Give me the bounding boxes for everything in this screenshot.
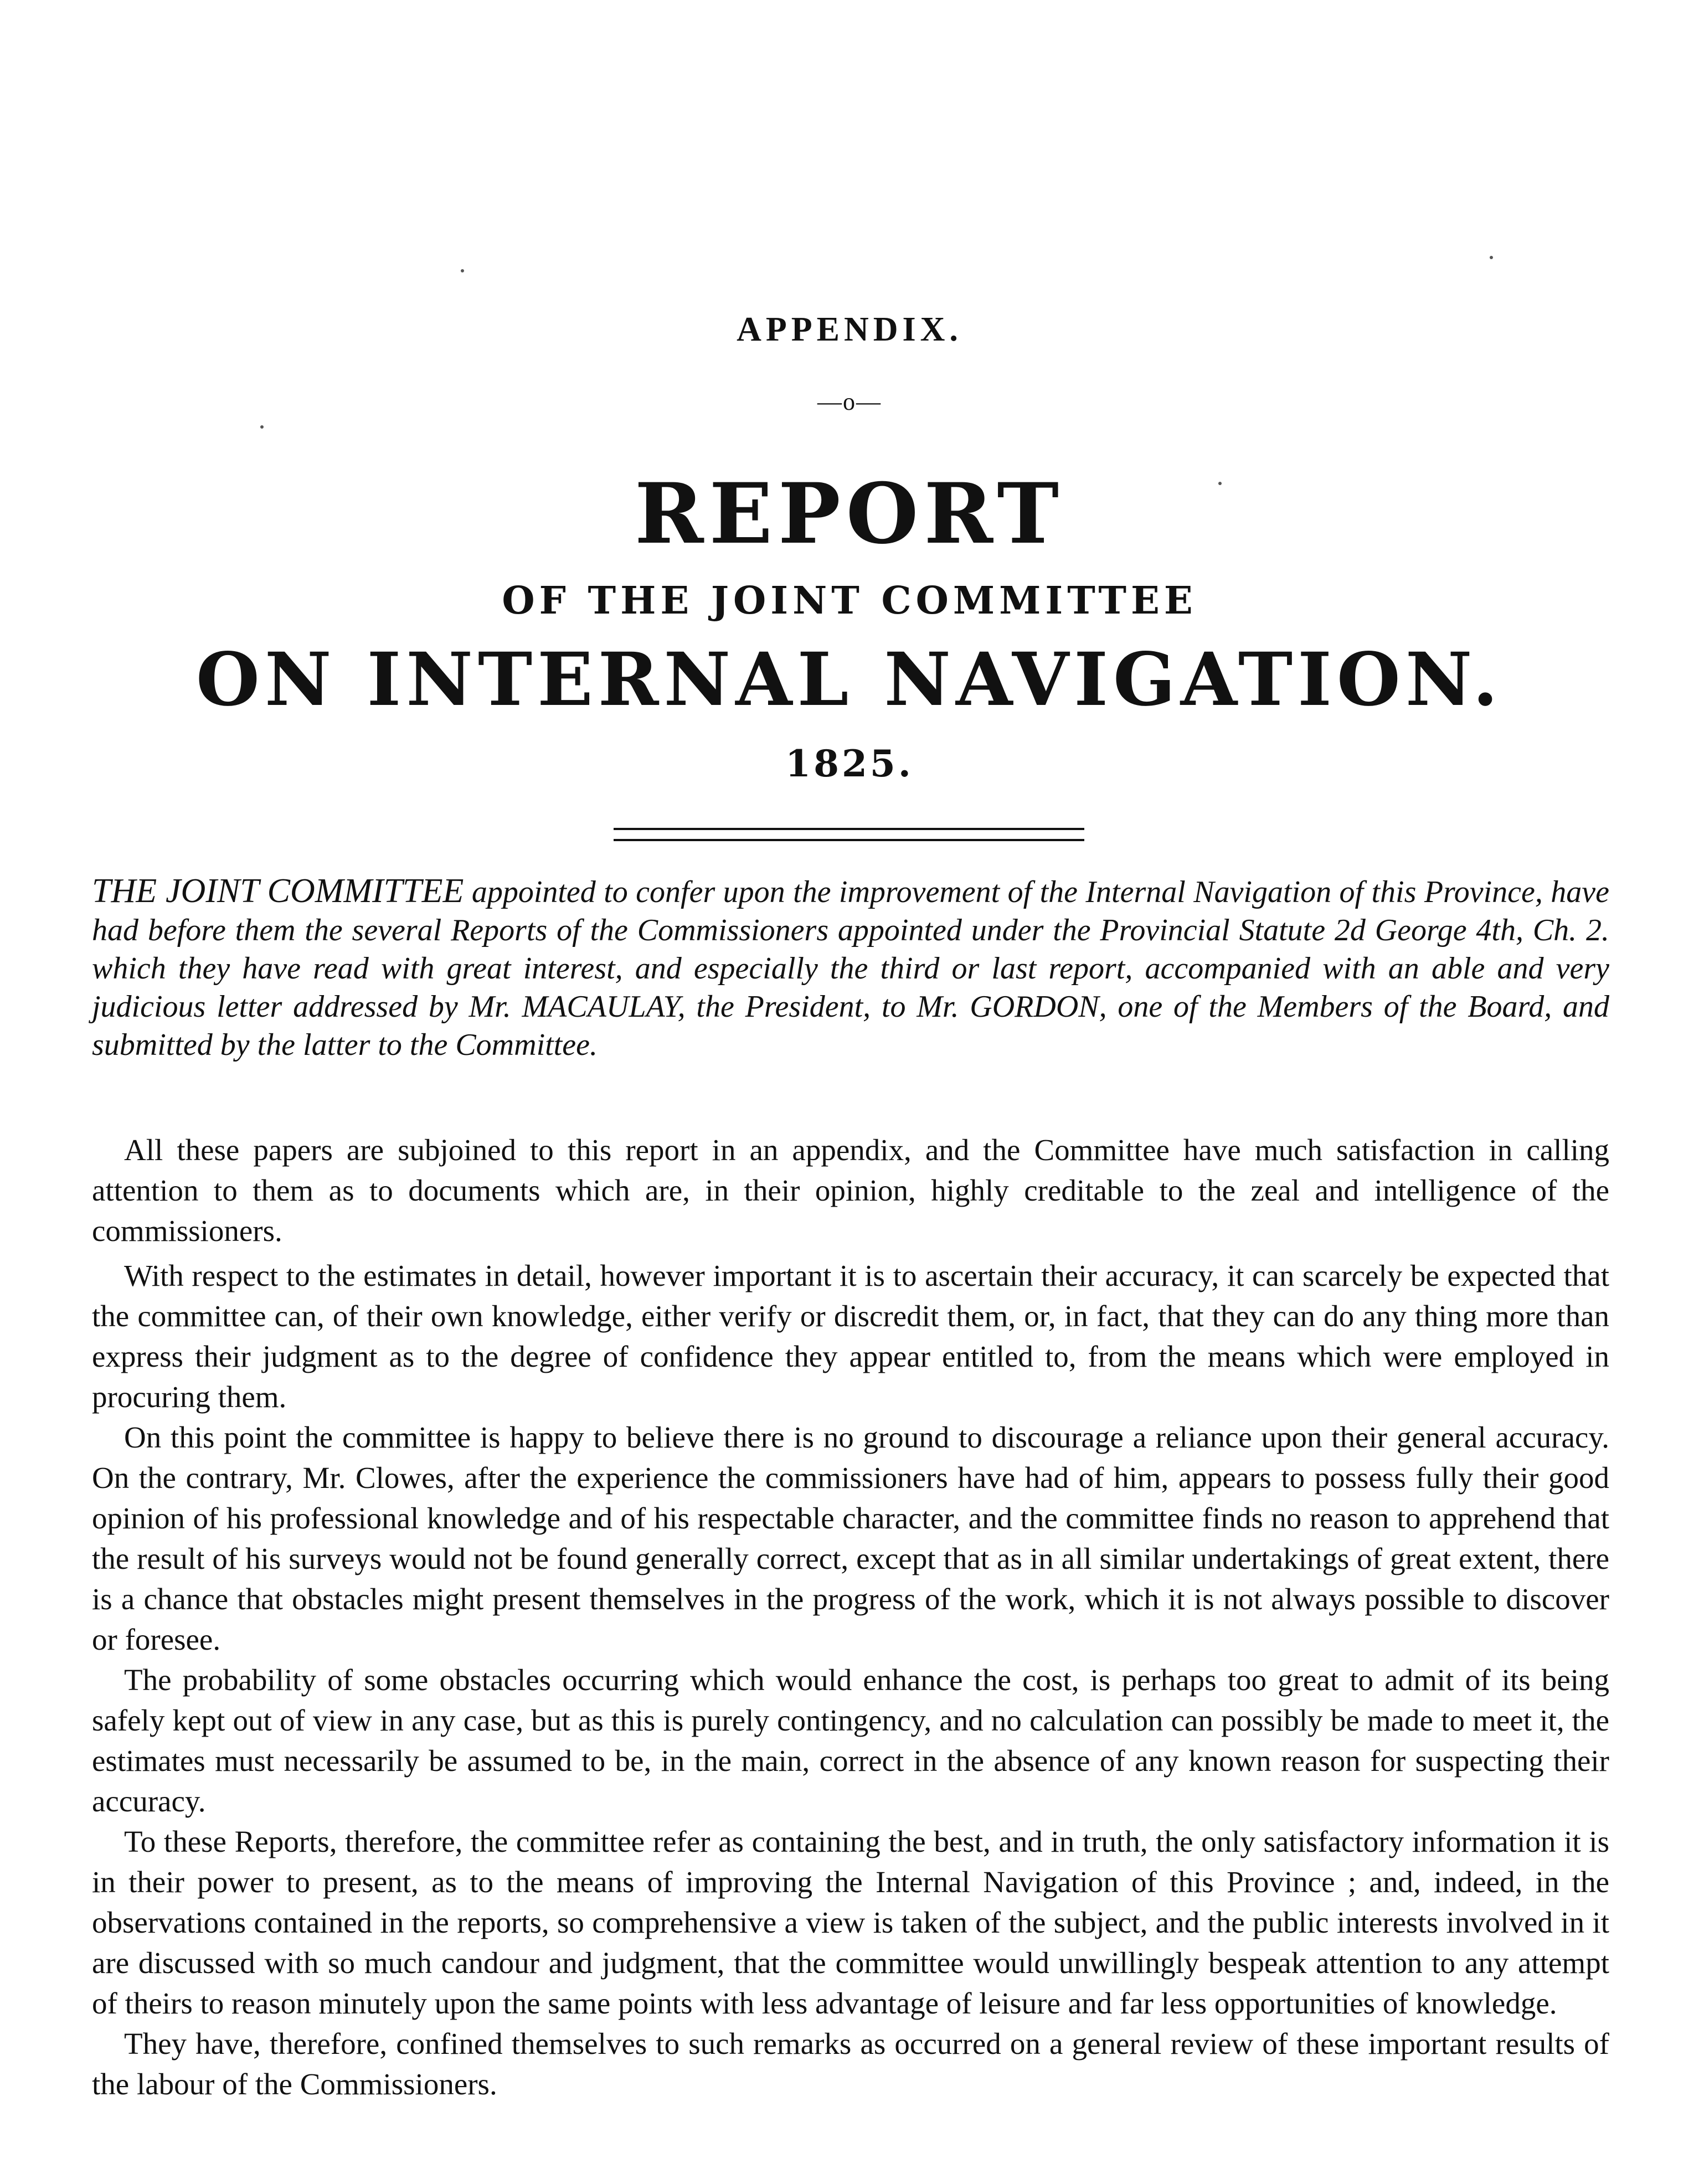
ink-speck [1218,482,1222,485]
body-text [92,1130,1609,2104]
paragraph: On this point the committee is happy to believe there is no ground to discourage a reliance upon their general accuracy. On the contrary, Mr. Clowes, after the experience the commissioners have had of him, appears to possess fully their good opinion of his professional knowledge and of his respectable character, and the committee finds no reason to apprehend that the result of his surveys would not be found generally correct, except that as in all similar undertakings of great extent, there is a chance that obstacles might present themselves in the progress of the work, which it is not always possible to discover or foresee. [92,1420,1609,1656]
ink-speck [461,269,464,272]
subtitle-joint-committee: OF THE JOINT COMMITTEE [502,579,1197,623]
intro-lead: THE JOINT COMMITTEE [92,872,464,910]
double-rule-divider [614,828,1084,841]
appendix-heading: APPENDIX. [737,311,962,348]
ink-speck [260,425,264,429]
ornament-divider: —o— [817,388,882,415]
ink-speck [1490,256,1493,259]
subtitle-internal-navigation: ON INTERNAL NAVIGATION. [195,637,1504,723]
intro-paragraph [92,872,1609,1064]
paragraph: They have, therefore, confined themselves to such remarks as occurred on a general review of these important results of the labour of the Commissioners. [92,2027,1609,2101]
paragraph: All these papers are subjoined to this report in an appendix, and the Committee have much satisfaction in calling attention to them as to documents which are, in their opinion, highly creditable to the zeal and intelligence of the commissioners. [92,1133,1609,1248]
intro-text: appointed to confer upon the improvement of the Internal Navigation of this Province, have had before them the several Reports of the Commissioners appointed under the Provincial Statute 2d George 4th, Ch. 2. which they have read with great interest, and especially the third or last report, accompanied with an able and very judicious letter addressed by Mr. MACAULAY, the President, to Mr. GORDON, one of the Members of the Board, and submitted by the latter to the Committee. [92,875,1609,1062]
paragraph: With respect to the estimates in detail, however important it is to ascertain their accuracy, it can scarcely be expected that the committee can, of their own knowledge, either verify or discredit them, or, in fact, that they can do any thing more than express their judgment as to the degree of confidence they appear entitled to, from the means which were employed in procuring them. [92,1259,1609,1414]
report-title: REPORT [634,465,1065,563]
paragraph: To these Reports, therefore, the committee refer as containing the best, and in truth, the only satisfactory information it is in their power to present, as to the means of improving the Internal Navigation of this Province ; and, indeed, in the observations contained in the reports, so comprehensive a view is taken of the subject, and the public interests involved in it are discussed with so much candour and judgment, that the committee would unwillingly bespeak attention to any attempt of theirs to reason minutely upon the same points with less advantage of leisure and far less opportunities of knowledge. [92,1825,1609,2020]
report-year: 1825. [785,742,914,785]
paragraph: The probability of some obstacles occurring which would enhance the cost, is perhaps too great to admit of its being safely kept out of view in any case, but as this is purely contingency, and no calculation can possibly be made to meet it, the estimates must necessarily be assumed to be, in the main, correct in the absence of any known reason for suspecting their accuracy. [92,1663,1609,1818]
